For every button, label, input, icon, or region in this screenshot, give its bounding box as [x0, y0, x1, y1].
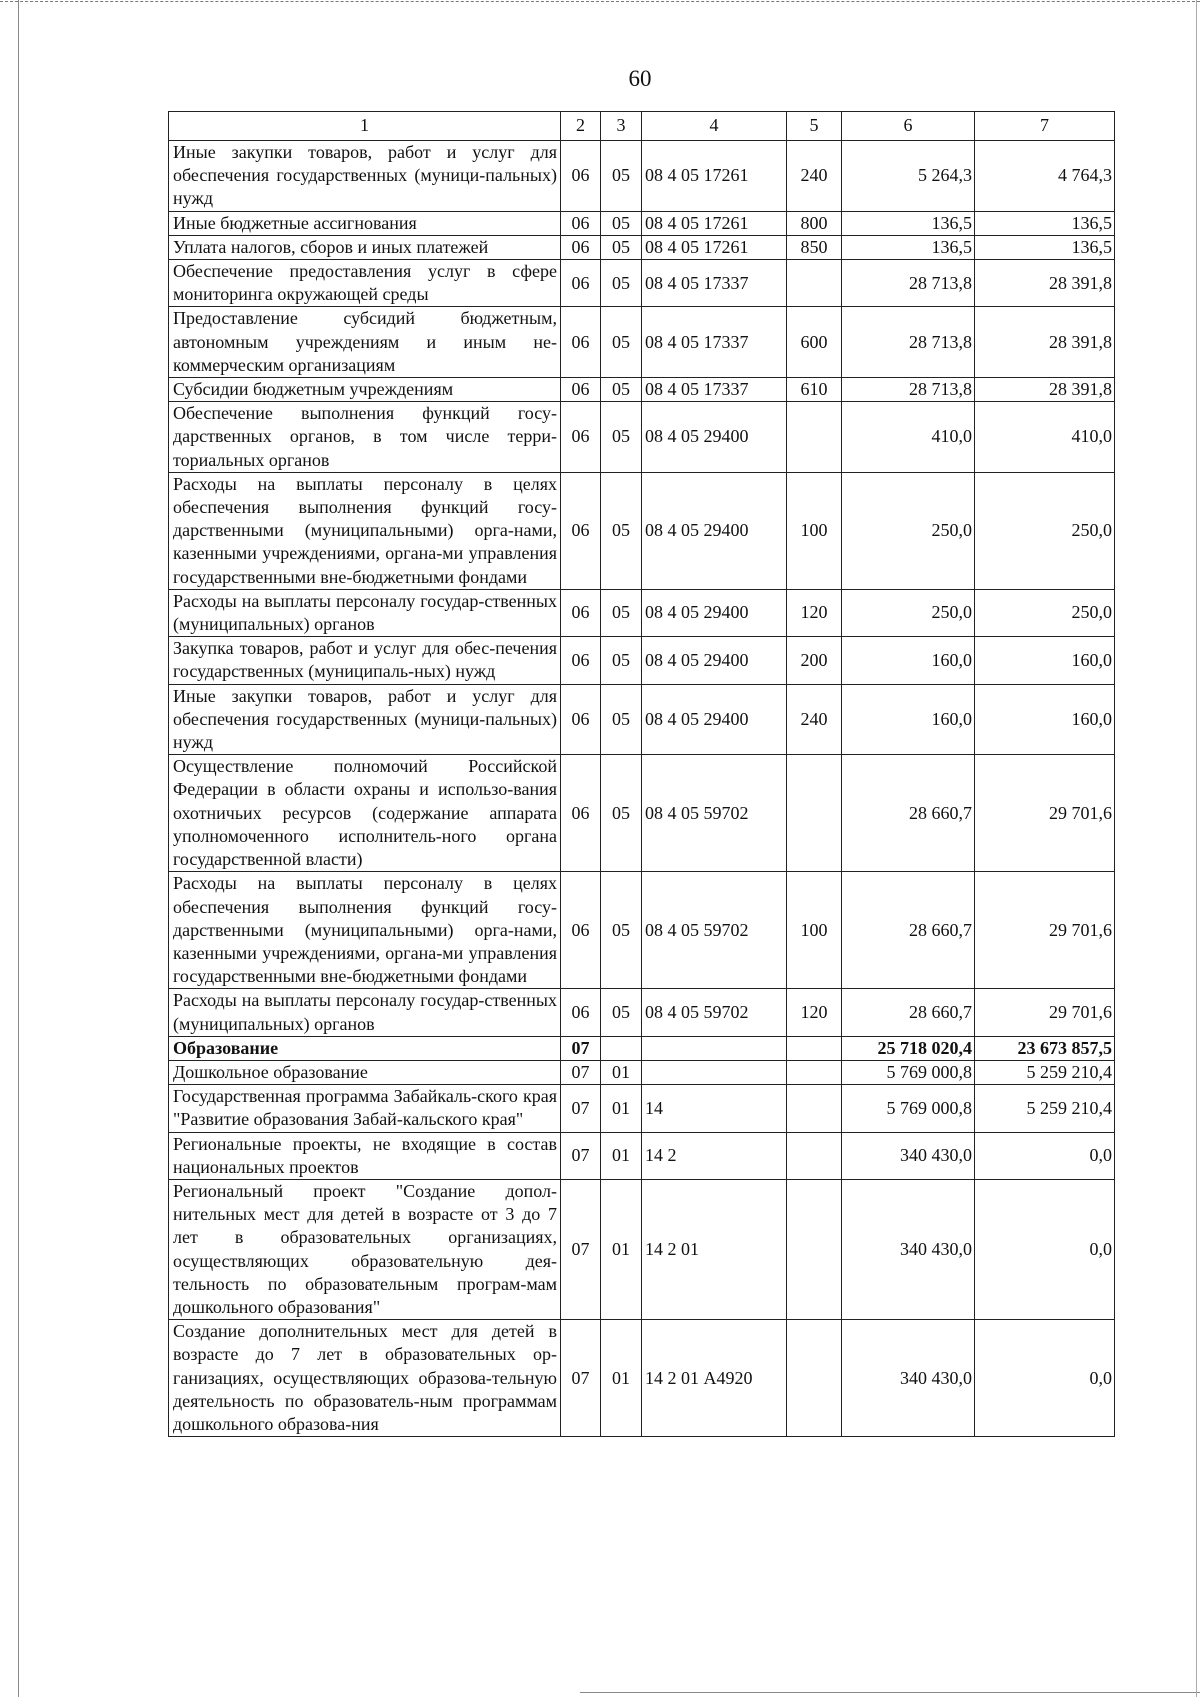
- cell-amount-year1: 5 769 000,8: [842, 1085, 975, 1132]
- cell-section: 06: [561, 589, 601, 636]
- cell-section: 06: [561, 989, 601, 1036]
- cell-amount-year1: 340 430,0: [842, 1179, 975, 1319]
- cell-section: 06: [561, 872, 601, 989]
- cell-expense-type: 800: [787, 211, 842, 235]
- cell-expense-type: 240: [787, 141, 842, 212]
- cell-section: 06: [561, 378, 601, 402]
- cell-name: Иные бюджетные ассигнования: [169, 211, 561, 235]
- table-row: [169, 1060, 1115, 1084]
- cell-section: 06: [561, 141, 601, 212]
- cell-name: Иные закупки товаров, работ и услуг для обеспечения государственных (муници-пальных) нужд: [169, 141, 561, 212]
- cell-name: Региональные проекты, не входящие в состав национальных проектов: [169, 1132, 561, 1179]
- table-row: [169, 1036, 1115, 1060]
- cell-amount-year2: 0,0: [975, 1320, 1115, 1437]
- cell-expense-type: [787, 1320, 842, 1437]
- cell-name: Расходы на выплаты персоналу государ-ственных (муниципальных) органов: [169, 589, 561, 636]
- cell-amount-year1: 136,5: [842, 235, 975, 259]
- cell-expense-type: [787, 402, 842, 473]
- cell-amount-year1: 136,5: [842, 211, 975, 235]
- cell-target-code: 08 4 05 29400: [642, 472, 787, 589]
- table-row: [169, 637, 1115, 684]
- header-cell-5: 5: [787, 112, 842, 141]
- cell-amount-year1: 250,0: [842, 472, 975, 589]
- cell-subsection: 05: [601, 141, 642, 212]
- cell-target-code: 08 4 05 17261: [642, 211, 787, 235]
- table-row: [169, 402, 1115, 473]
- scan-edge-left: [18, 0, 19, 1697]
- cell-subsection: 05: [601, 472, 642, 589]
- cell-subsection: 01: [601, 1060, 642, 1084]
- cell-name: Обеспечение выполнения функций госу-дарственных органов, в том числе терри-ториальных органов: [169, 402, 561, 473]
- cell-amount-year2: 136,5: [975, 211, 1115, 235]
- cell-amount-year1: 28 660,7: [842, 989, 975, 1036]
- header-cell-2: 2: [561, 112, 601, 141]
- cell-amount-year1: 28 713,8: [842, 307, 975, 378]
- cell-amount-year2: 5 259 210,4: [975, 1085, 1115, 1132]
- cell-amount-year2: 28 391,8: [975, 307, 1115, 378]
- cell-section: 07: [561, 1060, 601, 1084]
- scan-edge-right: [1196, 0, 1197, 1697]
- cell-section: 07: [561, 1320, 601, 1437]
- cell-amount-year2: 28 391,8: [975, 378, 1115, 402]
- cell-subsection: 05: [601, 637, 642, 684]
- cell-amount-year2: 28 391,8: [975, 260, 1115, 307]
- cell-target-code: 08 4 05 59702: [642, 755, 787, 872]
- cell-section: 07: [561, 1036, 601, 1060]
- cell-name: Иные закупки товаров, работ и услуг для обеспечения государственных (муници-пальных) нужд: [169, 684, 561, 755]
- cell-target-code: 08 4 05 17337: [642, 378, 787, 402]
- cell-subsection: 05: [601, 872, 642, 989]
- cell-subsection: 05: [601, 402, 642, 473]
- cell-expense-type: 610: [787, 378, 842, 402]
- cell-amount-year1: 28 713,8: [842, 378, 975, 402]
- cell-amount-year1: 5 769 000,8: [842, 1060, 975, 1084]
- cell-name: Образование: [169, 1036, 561, 1060]
- cell-expense-type: 200: [787, 637, 842, 684]
- cell-subsection: 05: [601, 378, 642, 402]
- header-cell-3: 3: [601, 112, 642, 141]
- cell-expense-type: 100: [787, 472, 842, 589]
- cell-name: Закупка товаров, работ и услуг для обес-печения государственных (муниципаль-ных) нужд: [169, 637, 561, 684]
- cell-amount-year1: 340 430,0: [842, 1320, 975, 1437]
- table-row: [169, 1085, 1115, 1132]
- cell-section: 06: [561, 211, 601, 235]
- cell-section: 06: [561, 684, 601, 755]
- cell-name: Расходы на выплаты персоналу государ-ственных (муниципальных) органов: [169, 989, 561, 1036]
- cell-name: Расходы на выплаты персоналу в целях обеспечения выполнения функций госу-дарственными (муниципальными) орга-нами, казенными учреждениями, органа-ми управления государственными вне-бюджетными фондами: [169, 872, 561, 989]
- cell-expense-type: 120: [787, 989, 842, 1036]
- cell-amount-year2: 160,0: [975, 684, 1115, 755]
- cell-section: 07: [561, 1085, 601, 1132]
- cell-name: Предоставление субсидий бюджетным, автономным учреждениям и иным не-коммерческим организациям: [169, 307, 561, 378]
- cell-amount-year2: 410,0: [975, 402, 1115, 473]
- table-row: [169, 307, 1115, 378]
- table-row: [169, 755, 1115, 872]
- cell-amount-year1: 28 660,7: [842, 872, 975, 989]
- table-row: [169, 260, 1115, 307]
- cell-amount-year2: 250,0: [975, 589, 1115, 636]
- table-row: [169, 378, 1115, 402]
- table-header-row: [169, 112, 1115, 141]
- cell-section: 06: [561, 307, 601, 378]
- cell-target-code: 08 4 05 29400: [642, 402, 787, 473]
- table-row: [169, 989, 1115, 1036]
- cell-section: 06: [561, 235, 601, 259]
- cell-expense-type: 600: [787, 307, 842, 378]
- cell-section: 06: [561, 260, 601, 307]
- cell-name: Субсидии бюджетным учреждениям: [169, 378, 561, 402]
- cell-subsection: 05: [601, 589, 642, 636]
- table-row: [169, 472, 1115, 589]
- cell-subsection: 01: [601, 1179, 642, 1319]
- cell-subsection: 01: [601, 1085, 642, 1132]
- header-cell-4: 4: [642, 112, 787, 141]
- cell-amount-year2: 136,5: [975, 235, 1115, 259]
- cell-subsection: [601, 1036, 642, 1060]
- budget-table: [168, 111, 1115, 1437]
- cell-amount-year2: 29 701,6: [975, 755, 1115, 872]
- cell-subsection: 01: [601, 1132, 642, 1179]
- cell-name: Создание дополнительных мест для детей в возрасте до 7 лет в образовательных ор-ганизациях, осуществляющих образова-тельную деятельность по образователь-ным программам дошкольного образова-ния: [169, 1320, 561, 1437]
- cell-expense-type: [787, 1085, 842, 1132]
- cell-amount-year2: 0,0: [975, 1179, 1115, 1319]
- cell-target-code: 08 4 05 17337: [642, 307, 787, 378]
- cell-section: 07: [561, 1179, 601, 1319]
- cell-amount-year2: 0,0: [975, 1132, 1115, 1179]
- cell-expense-type: [787, 1036, 842, 1060]
- cell-target-code: 14 2 01: [642, 1179, 787, 1319]
- cell-expense-type: [787, 260, 842, 307]
- table-row: [169, 211, 1115, 235]
- cell-amount-year2: 160,0: [975, 637, 1115, 684]
- cell-subsection: 05: [601, 307, 642, 378]
- cell-section: 06: [561, 755, 601, 872]
- cell-expense-type: [787, 1060, 842, 1084]
- cell-name: Государственная программа Забайкаль-ского края "Развитие образования Забай-кальского края": [169, 1085, 561, 1132]
- table-row: [169, 589, 1115, 636]
- cell-name: Осуществление полномочий Российской Федерации в области охраны и использо-вания охотничьих ресурсов (содержание аппарата уполномоченного исполнитель-ного органа государственной власти): [169, 755, 561, 872]
- cell-amount-year2: 250,0: [975, 472, 1115, 589]
- cell-name: Уплата налогов, сборов и иных платежей: [169, 235, 561, 259]
- cell-subsection: 05: [601, 260, 642, 307]
- cell-amount-year1: 250,0: [842, 589, 975, 636]
- table-row: [169, 872, 1115, 989]
- cell-subsection: 01: [601, 1320, 642, 1437]
- cell-target-code: 14 2 01 А4920: [642, 1320, 787, 1437]
- cell-target-code: 08 4 05 29400: [642, 589, 787, 636]
- cell-target-code: 08 4 05 17261: [642, 141, 787, 212]
- cell-section: 06: [561, 472, 601, 589]
- table-row: [169, 141, 1115, 212]
- cell-amount-year1: 25 718 020,4: [842, 1036, 975, 1060]
- cell-target-code: 08 4 05 29400: [642, 637, 787, 684]
- header-cell-7: 7: [975, 112, 1115, 141]
- page-number: 60: [628, 66, 652, 91]
- cell-amount-year2: 5 259 210,4: [975, 1060, 1115, 1084]
- cell-target-code: 08 4 05 59702: [642, 872, 787, 989]
- cell-amount-year1: 160,0: [842, 684, 975, 755]
- cell-subsection: 05: [601, 755, 642, 872]
- cell-target-code: [642, 1060, 787, 1084]
- scan-edge-top: [0, 1, 1200, 2]
- cell-expense-type: 100: [787, 872, 842, 989]
- cell-amount-year1: 340 430,0: [842, 1132, 975, 1179]
- scan-edge-bottom: [580, 1692, 1200, 1693]
- cell-expense-type: 120: [787, 589, 842, 636]
- cell-expense-type: [787, 1132, 842, 1179]
- cell-name: Обеспечение предоставления услуг в сфере мониторинга окружающей среды: [169, 260, 561, 307]
- table-row: [169, 684, 1115, 755]
- cell-name: Дошкольное образование: [169, 1060, 561, 1084]
- cell-subsection: 05: [601, 989, 642, 1036]
- cell-expense-type: 240: [787, 684, 842, 755]
- cell-subsection: 05: [601, 684, 642, 755]
- cell-section: 06: [561, 637, 601, 684]
- table-body: [169, 112, 1115, 1437]
- cell-subsection: 05: [601, 235, 642, 259]
- cell-amount-year2: 29 701,6: [975, 989, 1115, 1036]
- cell-name: Региональный проект "Создание допол-нительных мест для детей в возрасте от 3 до 7 лет в образовательных организациях, осуществляющих образовательную дея-тельность по образовательным програм-мам дошкольного образования": [169, 1179, 561, 1319]
- cell-subsection: 05: [601, 211, 642, 235]
- cell-target-code: [642, 1036, 787, 1060]
- cell-name: Расходы на выплаты персоналу в целях обеспечения выполнения функций госу-дарственными (муниципальными) орга-нами, казенными учреждениями, органа-ми управления государственными вне-бюджетными фондами: [169, 472, 561, 589]
- cell-expense-type: 850: [787, 235, 842, 259]
- cell-amount-year2: 4 764,3: [975, 141, 1115, 212]
- cell-amount-year2: 23 673 857,5: [975, 1036, 1115, 1060]
- cell-target-code: 08 4 05 29400: [642, 684, 787, 755]
- cell-amount-year1: 28 713,8: [842, 260, 975, 307]
- cell-target-code: 14: [642, 1085, 787, 1132]
- cell-target-code: 08 4 05 17337: [642, 260, 787, 307]
- cell-expense-type: [787, 755, 842, 872]
- table-row: [169, 1320, 1115, 1437]
- table-row: [169, 1179, 1115, 1319]
- cell-section: 06: [561, 402, 601, 473]
- cell-target-code: 08 4 05 17261: [642, 235, 787, 259]
- cell-target-code: 08 4 05 59702: [642, 989, 787, 1036]
- table-row: [169, 1132, 1115, 1179]
- table-row: [169, 235, 1115, 259]
- cell-section: 07: [561, 1132, 601, 1179]
- header-cell-1: 1: [169, 112, 561, 141]
- header-cell-6: 6: [842, 112, 975, 141]
- cell-expense-type: [787, 1179, 842, 1319]
- cell-amount-year1: 5 264,3: [842, 141, 975, 212]
- cell-target-code: 14 2: [642, 1132, 787, 1179]
- cell-amount-year2: 29 701,6: [975, 872, 1115, 989]
- cell-amount-year1: 410,0: [842, 402, 975, 473]
- cell-amount-year1: 160,0: [842, 637, 975, 684]
- cell-amount-year1: 28 660,7: [842, 755, 975, 872]
